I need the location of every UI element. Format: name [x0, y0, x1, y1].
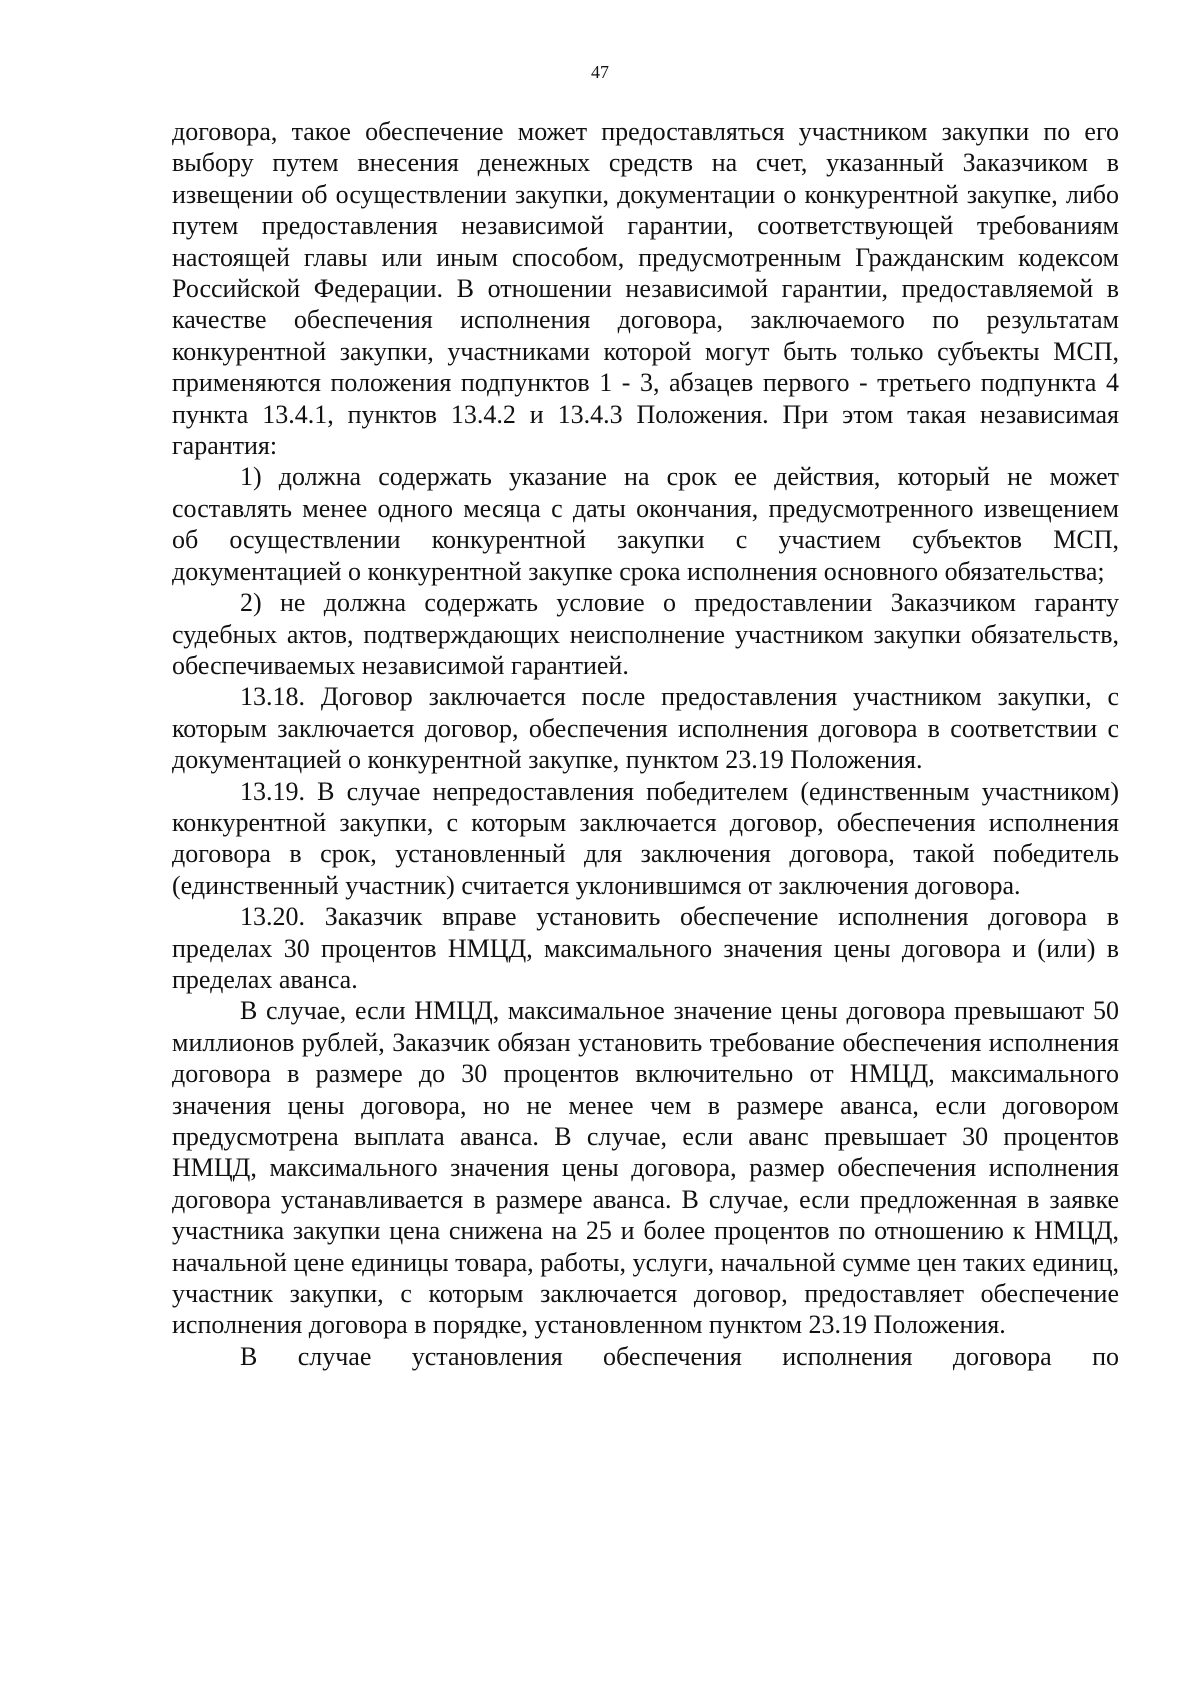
- paragraph-13-20: 13.20. Заказчик вправе установить обеспечение исполнения договора в пределах 30 процентов НМЦД, максимального значения цены договора и (или) в пределах аванса.: [172, 902, 1119, 994]
- paragraph-item-1: 1) должна содержать указание на срок ее действия, который не может составлять менее одного месяца с даты окончания, предусмотренного извещением об осуществлении конкурентной закупки с участием субъектов МСП, документацией о конкурентной закупке срока исполнения основного обязательства;: [172, 462, 1119, 586]
- paragraph-item-2: 2) не должна содержать условие о предоставлении Заказчиком гаранту судебных актов, подтверждающих неисполнение участником закупки обязательств, обеспечиваемых независимой гарантией.: [172, 588, 1119, 680]
- paragraph-continued: В случае установления обеспечения исполнения договора по: [240, 1341, 1119, 1371]
- paragraph-13-19: 13.19. В случае непредоставления победителем (единственным участником) конкурентной закупки, с которым заключается договор, обеспечения исполнения договора в срок, установленный для заключения договора, такой победитель (единственный участник) считается уклонившимся от заключения договора.: [172, 776, 1119, 900]
- page-number: 47: [591, 62, 609, 82]
- document-body: [172, 116, 1119, 1372]
- paragraph-guarantee-terms: договора, такое обеспечение может предоставляться участником закупки по его выбору путем внесения денежных средств на счет, указанный Заказчиком в извещении об осуществлении закупки, документации о конкурентной закупке, либо путем предоставления независимой гарантии, соответствующей требованиям настоящей главы или иным способом, предусмотренным Гражданским кодексом Российской Федерации. В отношении независимой гарантии, предоставляемой в качестве обеспечения исполнения договора, заключаемого по результатам конкурентной закупки, участниками которой могут быть только субъекты МСП, применяются положения подпунктов 1 - 3, абзацев первого - третьего подпункта 4 пункта 13.4.1, пунктов 13.4.2 и 13.4.3 Положения. При этом такая независимая гарантия:: [172, 117, 1119, 461]
- paragraph-over-50-million: В случае, если НМЦД, максимальное значение цены договора превышают 50 миллионов рублей, Заказчик обязан установить требование обеспечения исполнения договора в размере до 30 процентов включительно от НМЦД, максимального значения цены договора, но не менее чем в размере аванса, если договором предусмотрена выплата аванса. В случае, если аванс превышает 30 процентов НМЦД, максимального значения цены договора, размер обеспечения исполнения договора устанавливается в размере аванса. В случае, если предложенная в заявке участника закупки цена снижена на 25 и более процентов по отношению к НМЦД, начальной цене единицы товара, работы, услуги, начальной сумме цен таких единиц, участник закупки, с которым заключается договор, предоставляет обеспечение исполнения договора в порядке, установленном пунктом 23.19 Положения.: [172, 996, 1119, 1340]
- paragraph-13-18: 13.18. Договор заключается после предоставления участником закупки, с которым заключается договор, обеспечения исполнения договора в соответствии с документацией о конкурентной закупке, пунктом 23.19 Положения.: [172, 682, 1119, 775]
